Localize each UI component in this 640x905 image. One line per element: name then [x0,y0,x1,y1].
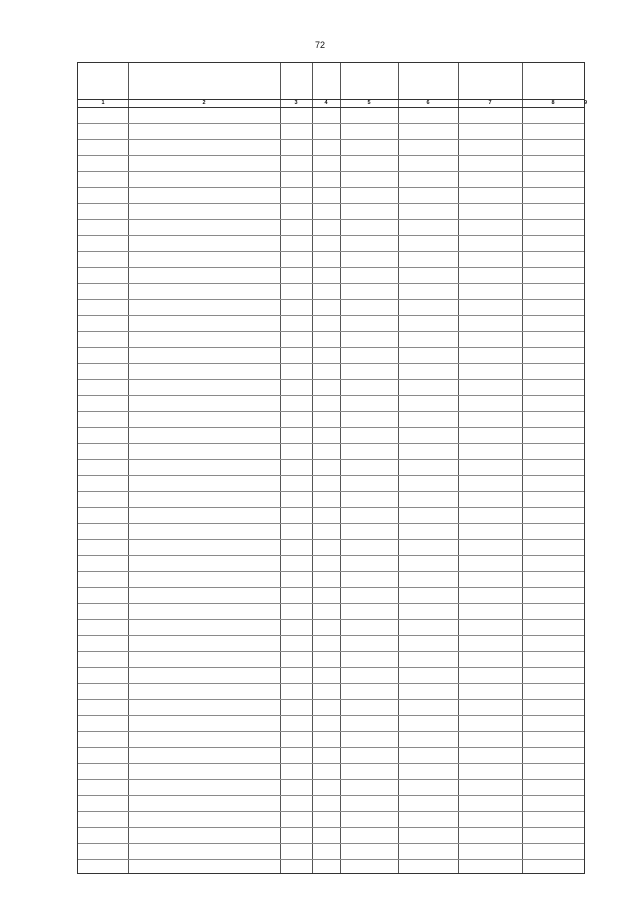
row-separator [78,443,584,444]
row-separator [78,651,584,652]
column-number: 9 [584,100,588,106]
row-separator [78,475,584,476]
header-separator [78,107,584,108]
row-separator [78,411,584,412]
row-separator [78,779,584,780]
row-separator [78,619,584,620]
row-separator [78,715,584,716]
row-separator [78,795,584,796]
row-separator [78,571,584,572]
column-separator [458,63,459,873]
row-separator [78,747,584,748]
column-separator [522,63,523,873]
column-number: 2 [202,100,206,106]
row-separator [78,123,584,124]
row-separator [78,427,584,428]
row-separator [78,523,584,524]
column-separator [280,63,281,873]
row-separator [78,267,584,268]
column-separator [312,63,313,873]
row-separator [78,539,584,540]
column-number: 1 [101,100,105,106]
column-number: 7 [488,100,492,106]
row-separator [78,667,584,668]
row-separator [78,811,584,812]
row-separator [78,283,584,284]
row-separator [78,763,584,764]
row-separator [78,603,584,604]
row-separator [78,491,584,492]
row-separator [78,395,584,396]
row-separator [78,859,584,860]
row-separator [78,171,584,172]
column-number: 4 [324,100,328,106]
row-separator [78,219,584,220]
row-separator [78,683,584,684]
row-separator [78,331,584,332]
row-separator [78,827,584,828]
row-separator [78,347,584,348]
column-number: 6 [426,100,430,106]
row-separator [78,235,584,236]
column-number: 8 [551,100,555,106]
row-separator [78,363,584,364]
column-number: 3 [294,100,298,106]
row-separator [78,459,584,460]
row-separator [78,155,584,156]
row-separator [78,315,584,316]
row-separator [78,251,584,252]
price-table [77,62,588,874]
row-separator [78,507,584,508]
column-separator [340,63,341,873]
row-separator [78,299,584,300]
row-separator [78,635,584,636]
column-numbering-row [78,99,588,107]
column-number: 5 [367,100,371,106]
page-number: 72 [314,40,325,50]
row-separator [78,587,584,588]
row-separator [78,731,584,732]
row-separator [78,843,584,844]
row-separator [78,699,584,700]
column-separator [128,63,129,873]
column-separator [398,63,399,873]
row-separator [78,203,584,204]
row-separator [78,139,584,140]
row-separator [78,187,584,188]
row-separator [78,555,584,556]
row-separator [78,379,584,380]
